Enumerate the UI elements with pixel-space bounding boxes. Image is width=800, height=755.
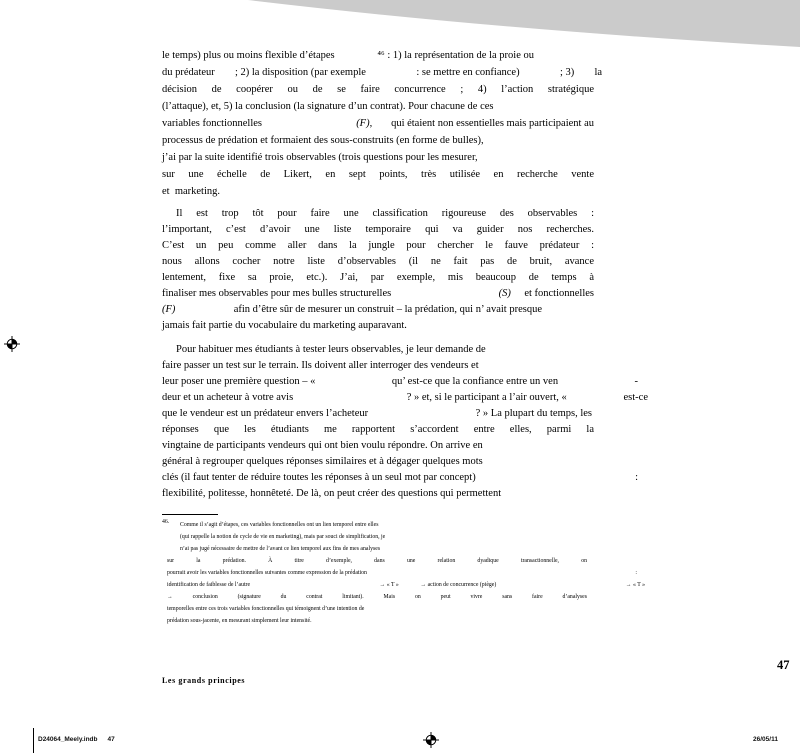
whitespace-gap: [293, 390, 406, 406]
page-number-folio: 47: [777, 658, 790, 672]
text-segment: leur poser une première question – «: [162, 376, 316, 387]
text-line: n’ai pas jugé nécessaire de mettre de l’avant ce lien temporel aux fins de mes analyses: [180, 546, 381, 552]
whitespace-gap: [574, 64, 594, 81]
text-segment: ? » La plupart du temps, les: [475, 408, 592, 419]
text-segment: (S): [498, 288, 511, 299]
text-segment: et fonctionnelles: [524, 288, 594, 299]
whitespace-gap: [175, 302, 233, 318]
text-line: vingtaine de participants vendeurs qui ont bien voulu répondre. On arrive en: [162, 440, 483, 451]
text-line: jamais fait partie du vocabulaire du marketing auparavant.: [162, 320, 407, 331]
whitespace-gap: [558, 374, 634, 390]
text-line: [162, 115, 594, 132]
text-line: [162, 286, 594, 302]
body-paragraph-3: [162, 342, 648, 502]
whitespace-gap: [366, 64, 416, 81]
text-line: général à regrouper quelques réponses similaires et à dégager quelques mots: [162, 456, 483, 467]
text-segment: variables fonctionnelles: [162, 118, 263, 129]
text-line: j’ai par la suite identifié trois observables (trois questions pour les mesurer,: [162, 152, 478, 163]
text-line: décision de coopérer ou de se faire concurrence ; 4) l’action stratégique: [162, 84, 594, 95]
text-segment: -: [634, 376, 639, 387]
whitespace-gap: [368, 406, 476, 422]
text-line: nous allons cocher notre liste d’observables (il ne fait pas de bruit, avance: [162, 256, 594, 267]
text-line: C’est un peu comme aller dans la jungle pour chercher le fauve prédateur :: [162, 240, 594, 251]
registration-mark-icon: [423, 732, 439, 748]
body-paragraph-2: [162, 206, 594, 334]
whitespace-gap: [215, 64, 235, 81]
text-segment: :: [635, 570, 637, 576]
whitespace-gap: [399, 579, 421, 591]
whitespace-gap: [511, 286, 524, 302]
text-line: [162, 47, 534, 64]
text-segment: qu’ est-ce que la confiance entre un ven: [391, 376, 559, 387]
text-line: Il est trop tôt pour faire une classification rigoureuse des observables :: [176, 208, 594, 219]
text-line: lentement, fixe sa proie, etc.). J’ai, par exemple, mis beaucoup de temps à: [162, 272, 594, 283]
whitespace-gap: [391, 286, 498, 302]
text-line: [162, 406, 592, 422]
text-segment: : se mettre en confiance): [416, 67, 520, 78]
running-footer: Les grands principes: [162, 676, 246, 685]
text-line: [167, 567, 637, 579]
slug-date: 26/05/11: [753, 736, 778, 743]
text-line: prédation sous-jacente, en mesurant simplement leur intensité.: [167, 618, 312, 624]
text-segment: (F),: [356, 118, 373, 129]
text-line: Comme il s’agit d’étapes, ces variables fonctionnelles ont un lien temporel entre elles: [180, 522, 379, 528]
whitespace-gap: [250, 579, 379, 591]
text-line: [162, 302, 542, 318]
text-segment: ; 2) la disposition (par exemple: [234, 67, 366, 78]
text-line: (qui rappelle la notion de cycle de vie en marketing), mais par souci de simplification, je: [180, 534, 386, 540]
text-segment: qui étaient non essentielles mais participaient au: [391, 118, 594, 129]
text-line: sur la prédation. À titre d’exemple, dans une relation dyadique transactionnelle, on: [167, 558, 587, 564]
text-line: l’important, c’est d’avoir une liste temporaire qui va guider nos recherches.: [162, 224, 594, 235]
whitespace-gap: [520, 64, 560, 81]
text-segment: deur et un acheteur à votre avis: [162, 392, 294, 403]
text-line: réponses que les étudiants me rapportent s’accordent entre elles, parmi la: [162, 424, 594, 435]
footnote-separator-rule: [162, 514, 218, 515]
text-line: [162, 64, 602, 81]
text-segment: ⁴⁶ : 1) la représentation de la proie ou: [377, 50, 534, 61]
text-segment: → action de concurrence (piège): [420, 582, 497, 588]
gray-swoosh-graphic: [0, 0, 800, 52]
text-line: et marketing.: [162, 186, 221, 197]
text-line: [167, 579, 645, 591]
slug-filename-text: D24064_Meely.indb: [38, 736, 98, 743]
text-segment: :: [635, 472, 638, 483]
text-segment: finaliser mes observables pour mes bulles structurelles: [162, 288, 392, 299]
whitespace-gap: [567, 390, 624, 406]
whitespace-gap: [315, 374, 391, 390]
text-line: processus de prédation et formaient des sous-construits (en forme de bulles),: [162, 135, 484, 146]
body-paragraph-1: [162, 47, 603, 200]
text-segment: clés (il faut tenter de réduire toutes les réponses à un seul mot par concept): [162, 472, 476, 483]
text-segment: ; 3): [559, 67, 575, 78]
text-line: flexibilité, politesse, honnêteté. De là, on peut créer des questions qui permettent: [162, 488, 502, 499]
text-segment: afin d’être sûr de mesurer un construit – la prédation, qui n’ avait presque: [233, 304, 542, 315]
text-line: [162, 374, 638, 390]
footnote-number: 46.: [162, 519, 170, 525]
footnote-46: [162, 519, 645, 627]
text-segment: → « T »: [379, 582, 399, 588]
text-segment: → « T »: [625, 582, 645, 588]
registration-mark-icon: [4, 336, 20, 352]
whitespace-gap: [476, 470, 635, 486]
footnote-text: [162, 519, 645, 627]
text-segment: le temps) plus ou moins flexible d’étapes: [162, 50, 335, 61]
whitespace-gap: [367, 567, 635, 579]
text-segment: (F): [162, 304, 176, 315]
text-segment: identification de faiblesse de l’autre: [167, 582, 251, 588]
text-line: [162, 470, 638, 486]
text-line: faire passer un test sur le terrain. Ils doivent aller interroger des vendeurs et: [162, 360, 479, 371]
text-segment: la: [594, 67, 603, 78]
crop-mark: [33, 728, 34, 753]
text-segment: du prédateur: [162, 67, 215, 78]
text-line: temporelles entre ces trois variables fonctionnelles qui témoignent d’une intention de: [167, 606, 365, 612]
text-line: sur une échelle de Likert, en sept points, très utilisée en recherche vente: [162, 169, 594, 180]
slug-page-number: 47: [107, 736, 115, 743]
text-segment: pourrait avoir les variables fonctionnelles suivantes comme expression de la prédation: [167, 570, 367, 576]
text-line: Pour habituer mes étudiants à tester leurs observables, je leur demande de: [176, 344, 486, 355]
text-line: → conclusion (signature du contrat limitant). Mais on peut vivre sans faire d’analyses: [167, 594, 587, 600]
text-segment: ? » et, si le participant a l’air ouvert, «: [406, 392, 567, 403]
whitespace-gap: [372, 115, 391, 132]
text-line: [162, 390, 648, 406]
whitespace-gap: [335, 47, 378, 64]
whitespace-gap: [262, 115, 356, 132]
whitespace-gap: [496, 579, 625, 591]
text-segment: est-ce: [623, 392, 648, 403]
slug-filename: [38, 736, 115, 743]
text-line: (l’attaque), et, 5) la conclusion (la signature d’un contrat). Pour chacune de ces: [162, 101, 494, 112]
text-segment: que le vendeur est un prédateur envers l’acheteur: [162, 408, 369, 419]
